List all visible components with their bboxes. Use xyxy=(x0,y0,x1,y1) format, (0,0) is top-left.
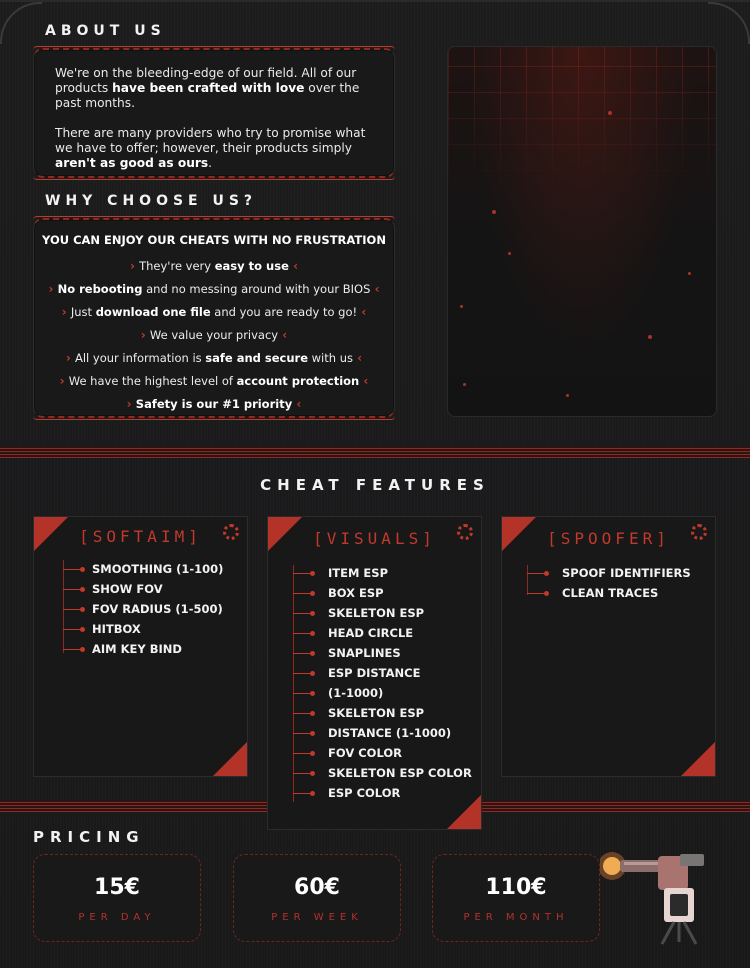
tree-node-icon xyxy=(63,589,83,590)
tree-node-icon xyxy=(293,593,313,594)
feature-item xyxy=(63,579,223,599)
why-item xyxy=(40,301,388,324)
why-item-text: with us xyxy=(308,351,353,365)
chevron-left-icon: ‹ xyxy=(278,328,288,342)
particle xyxy=(648,335,652,339)
chevron-left-icon: ‹ xyxy=(370,282,380,296)
feature-label: ESP DISTANCE xyxy=(328,666,421,680)
feature-item xyxy=(293,683,472,703)
price-period: PER WEEK xyxy=(271,912,363,923)
tree-node-icon xyxy=(293,753,313,754)
feature-item xyxy=(293,703,472,723)
why-item xyxy=(40,255,388,278)
tree-node-icon xyxy=(293,673,313,674)
chevron-left-icon: ‹ xyxy=(288,259,299,273)
tree-node-icon xyxy=(63,609,83,610)
feature-label: SPOOF IDENTIFIERS xyxy=(562,566,691,580)
feature-item xyxy=(63,619,223,639)
feature-label: DISTANCE (1-1000) xyxy=(328,726,452,740)
chevron-left-icon: ‹ xyxy=(353,351,363,365)
feature-label: SKELETON ESP xyxy=(328,706,425,720)
chevron-right-icon: › xyxy=(59,374,69,388)
feature-label: ESP COLOR xyxy=(328,786,401,800)
about-text xyxy=(55,66,376,171)
tree-node-icon xyxy=(63,649,83,650)
corner-decoration xyxy=(213,742,247,776)
why-item-bold: Safety is our #1 priority xyxy=(135,397,293,411)
why-item xyxy=(40,347,388,370)
why-item-text: and no messing around with your BIOS xyxy=(142,282,371,296)
grid-background xyxy=(448,47,716,197)
about-paragraph-2: There are many providers who try to promise what we have to offer; however, their products simply aren't as good as ours. xyxy=(55,126,366,170)
why-card xyxy=(33,218,395,418)
pricing-heading: PRICING xyxy=(33,828,145,846)
tree-node-icon xyxy=(293,773,313,774)
price-period: PER DAY xyxy=(78,912,156,923)
feature-label: SMOOTHING (1-100) xyxy=(92,562,224,576)
price-card-day[interactable] xyxy=(33,854,201,942)
feature-item xyxy=(527,583,691,603)
spinner-icon xyxy=(691,524,707,540)
tree-node-icon xyxy=(63,569,83,570)
tree-node-icon xyxy=(527,593,547,594)
feature-item xyxy=(293,783,472,803)
feature-item xyxy=(63,559,223,579)
feature-item xyxy=(293,623,472,643)
tree-node-icon xyxy=(293,693,313,694)
feature-label: HITBOX xyxy=(92,622,141,636)
feature-label: FOV RADIUS (1-500) xyxy=(92,602,223,616)
why-item-bold: account protection xyxy=(236,374,360,388)
spinner-icon xyxy=(457,524,473,540)
tree-node-icon xyxy=(63,629,83,630)
feature-label: BOX ESP xyxy=(328,586,384,600)
why-item-bold: safe and secure xyxy=(205,351,308,365)
tree-node-icon xyxy=(527,573,547,574)
softaim-title: [SOFTAIM] xyxy=(79,527,202,546)
tree-node-icon xyxy=(293,733,313,734)
why-item-bold: easy to use xyxy=(214,259,289,273)
turret-illustration xyxy=(600,848,720,948)
why-item-text: They're very xyxy=(139,259,215,273)
why-item xyxy=(40,393,388,416)
feature-label: CLEAN TRACES xyxy=(562,586,659,600)
spinner-icon xyxy=(223,524,239,540)
tree-node-icon xyxy=(293,613,313,614)
feature-item xyxy=(293,763,472,783)
feature-item xyxy=(293,603,472,623)
chevron-right-icon: › xyxy=(129,259,140,273)
price-amount: 60€ xyxy=(294,875,340,900)
tree-node-icon xyxy=(293,573,313,574)
particle xyxy=(460,305,463,308)
chevron-left-icon: ‹ xyxy=(359,374,369,388)
about-card xyxy=(33,48,395,178)
why-item-text: We value your privacy xyxy=(149,328,279,342)
features-heading: CHEAT FEATURES xyxy=(260,476,490,494)
chevron-right-icon: › xyxy=(61,305,71,319)
preview-panel xyxy=(447,46,717,417)
feature-label: ITEM ESP xyxy=(328,566,388,580)
why-item xyxy=(40,278,388,301)
price-card-month[interactable] xyxy=(432,854,600,942)
chevron-left-icon: ‹ xyxy=(357,305,367,319)
corner-decoration xyxy=(681,742,715,776)
spoofer-title: [SPOOFER] xyxy=(547,529,670,548)
feature-item xyxy=(63,599,223,619)
spoofer-card xyxy=(501,516,716,777)
particle xyxy=(508,252,511,255)
feature-label: HEAD CIRCLE xyxy=(328,626,414,640)
particle xyxy=(566,394,569,397)
price-period: PER MONTH xyxy=(463,912,569,923)
chevron-right-icon: › xyxy=(140,328,150,342)
why-item-text: Just xyxy=(70,305,96,319)
particle xyxy=(608,111,612,115)
why-item-text: All your information is xyxy=(74,351,206,365)
softaim-card xyxy=(33,516,248,777)
why-item xyxy=(40,324,388,347)
feature-item xyxy=(293,723,472,743)
visuals-card xyxy=(267,516,482,830)
feature-label: SHOW FOV xyxy=(92,582,163,596)
feature-item xyxy=(293,563,472,583)
feature-label: FOV COLOR xyxy=(328,746,402,760)
tree-node-icon xyxy=(293,653,313,654)
price-amount: 110€ xyxy=(485,875,547,900)
tree-node-icon xyxy=(293,713,313,714)
why-title: YOU CAN ENJOY OUR CHEATS WITH NO FRUSTRATION xyxy=(42,233,386,247)
particle xyxy=(492,210,496,214)
feature-item xyxy=(527,563,691,583)
particle xyxy=(463,383,466,386)
why-item-bold: No rebooting xyxy=(57,282,143,296)
chevron-left-icon: ‹ xyxy=(292,397,302,411)
why-item-text: We have the highest level of xyxy=(68,374,237,388)
why-heading: WHY CHOOSE US? xyxy=(45,193,258,209)
feature-label: (1-1000) xyxy=(328,686,384,700)
feature-item xyxy=(63,639,223,659)
chevron-right-icon: › xyxy=(126,397,136,411)
chevron-right-icon: › xyxy=(65,351,75,365)
divider-stripe xyxy=(0,446,750,458)
particle xyxy=(688,272,691,275)
chevron-right-icon: › xyxy=(48,282,58,296)
why-item xyxy=(40,370,388,393)
feature-label: SKELETON ESP COLOR xyxy=(328,766,472,780)
feature-label: AIM KEY BIND xyxy=(92,642,182,656)
tree-node-icon xyxy=(293,793,313,794)
why-list xyxy=(40,233,388,416)
feature-item xyxy=(293,643,472,663)
about-paragraph-1: We're on the bleeding-edge of our field. All of our products have been crafted with love over the past months. xyxy=(55,66,360,110)
feature-item xyxy=(293,743,472,763)
visuals-title: [VISUALS] xyxy=(313,529,436,548)
tree-node-icon xyxy=(293,633,313,634)
feature-item xyxy=(293,583,472,603)
feature-item xyxy=(293,663,472,683)
about-heading: ABOUT US xyxy=(45,23,166,39)
price-card-week[interactable] xyxy=(233,854,401,942)
why-item-bold: download one file xyxy=(95,305,211,319)
feature-label: SNAPLINES xyxy=(328,646,401,660)
price-amount: 15€ xyxy=(94,875,140,900)
feature-label: SKELETON ESP xyxy=(328,606,425,620)
why-item-text: and you are ready to go! xyxy=(210,305,358,319)
